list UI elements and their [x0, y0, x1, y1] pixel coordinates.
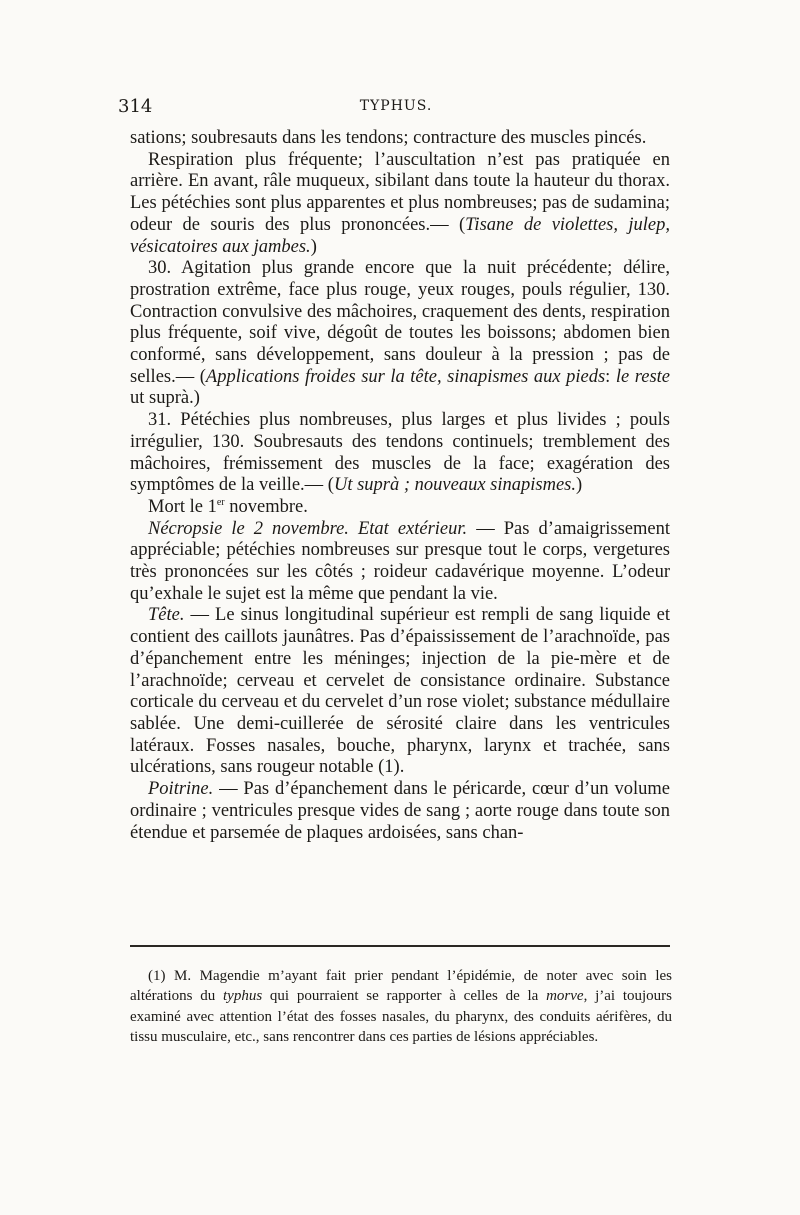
paragraph-1: sations; soubresauts dans les tendons; contracture des muscles pincés. [130, 128, 647, 148]
footnote-rule [130, 945, 670, 947]
page-header [118, 96, 674, 120]
page-number: 314 [118, 96, 153, 117]
footnote [130, 966, 672, 1048]
paragraph-5: Mort le 1er novembre. [148, 496, 308, 517]
paragraph-7: Tête. — Le sinus longitudinal supérieur est rempli de sang liquide et contient des caillots jaunâtres. Pas d’épaississement de l’arachnoïde, pas d’épanchement entre les méninges; injection de la pie-mère et de l’arachnoïde; cerveau et cervelet de consistance ordinaire. Substance corticale du cerveau et du cervelet d’un rose violet; substance médullaire sablée. Une demi-cuillerée de sérosité claire dans les ventricules latéraux. Fosses nasales, bouche, pharynx, larynx et trachée, sans ulcérations, sans rougeur notable (1). [130, 605, 670, 778]
paragraph-3: 30. Agitation plus grande encore que la nuit précédente; délire, prostration extrême, face plus rouge, yeux rouges, pouls régulier, 130. Contraction convulsive des mâchoires, craquement des dents, respiration plus fréquente, soif vive, dégoût de toutes les boissons; abdomen bien conformé, sans développement, sans douleur à la pression ; pas de selles.— (Applications froides sur la tête, sinapismes aux pieds: le reste ut suprà.) [130, 258, 670, 409]
running-title: TYPHUS. [359, 98, 433, 114]
paragraph-8: Poitrine. — Pas d’épanchement dans le péricarde, cœur d’un volume ordinaire ; ventricules presque vides de sang ; aorte rouge dans toute son étendue et parsemée de plaques ardoisées, sans chan- [130, 779, 670, 843]
footnote-text: (1) M. Magendie m’ayant fait prier pendant l’épidémie, de noter avec soin les altérations du typhus qui pourraient se rapporter à celles de la morve, j’ai toujours examiné avec attention l’état des fosses nasales, du pharynx, des conduits aérifères, du tissu musculaire, etc., sans rencontrer dans ces parties de lésions appréciables. [130, 968, 673, 1046]
paragraph-6: Nécropsie le 2 novembre. Etat extérieur. — Pas d’amaigrissement appréciable; pétéchies nombreuses sur presque tout le corps, vergetures très prononcées sur les côtés ; roideur cadavérique moyenne. L’odeur qu’exhale le sujet est la même que pendant la vie. [130, 518, 670, 604]
paragraph-2: Respiration plus fréquente; l’auscultation n’est pas pratiquée en arrière. En avant, râle muqueux, sibilant dans toute la hauteur du thorax. Les pétéchies sont plus apparentes et plus nombreuses; pas de sudamina; odeur de souris des plus prononcées.— (Tisane de violettes, julep, vésicatoires aux jambes.) [130, 149, 670, 257]
main-text [130, 128, 670, 844]
paragraph-4: 31. Pétéchies plus nombreuses, plus larges et plus livides ; pouls irrégulier, 130. Soubresauts des tendons continuels; tremblement des mâchoires, frémissement des muscles de la face; exagération des symptômes de la veille.— (Ut suprà ; nouveaux sinapismes.) [130, 410, 670, 496]
